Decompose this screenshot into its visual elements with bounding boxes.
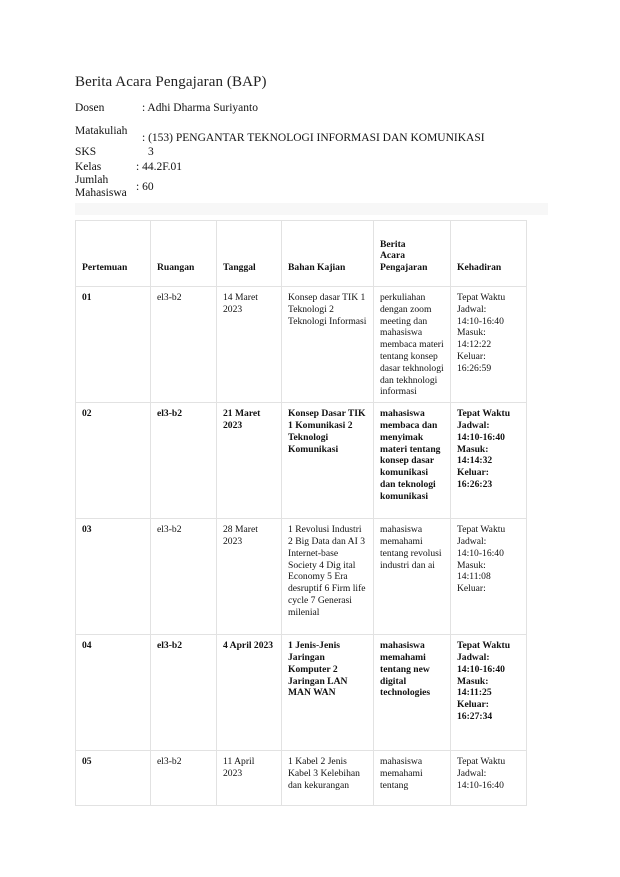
header-tanggal: Tanggal [217,221,282,287]
jumlah-label-line2: Mahasiswa [75,187,127,199]
cell-tanggal: 4 April 2023 [217,635,282,751]
kehadiran-line: Jadwal: [457,767,487,779]
kehadiran-line: Jadwal: [457,303,487,315]
dosen-label: Dosen [75,102,105,114]
header-berita-line1: Berita [380,238,406,250]
cell-kehadiran [451,287,527,403]
kehadiran-line: Tepat Waktu [457,408,511,420]
table-header-row [76,221,527,287]
header-pertemuan: Pertemuan [76,221,151,287]
bap-table [75,220,527,806]
dosen-value: : Adhi Dharma Suriyanto [142,102,258,114]
jumlah-label [75,174,127,200]
kehadiran-line: 16:27:34 [457,710,493,722]
sks-value: 3 [148,146,154,158]
kehadiran-line: Jadwal: [457,419,490,431]
cell-berita-acara: perkuliahan dengan zoom meeting dan mahasiswa membaca materi tentang konsep dasar tekhnologi dan tekhnologi informasi [374,287,451,403]
matakuliah-value: : (153) PENGANTAR TEKNOLOGI INFORMASI DAN KOMUNIKASI [142,132,485,144]
kehadiran-line: 14:10-16:40 [457,547,504,559]
kehadiran-line: Masuk: [457,327,486,339]
cell-pertemuan: 03 [76,519,151,635]
kehadiran-line: Jadwal: [457,535,487,547]
header-berita-line2: Acara [380,250,406,262]
kehadiran-line: Keluar: [457,699,489,711]
kehadiran-line: Tepat Waktu [457,756,506,768]
kehadiran-line: Keluar: [457,467,489,479]
table-row [76,287,527,403]
cell-bahan-kajian: Konsep dasar TIK 1 Teknologi 2 Teknologi Informasi [282,287,374,403]
kehadiran-line: 14:10-16:40 [457,315,504,327]
cell-ruangan: el3-b2 [151,403,217,519]
sks-label: SKS [75,146,97,158]
cell-pertemuan: 04 [76,635,151,751]
kehadiran-line: Keluar: [457,583,486,595]
kehadiran-line: Jadwal: [457,651,490,663]
cell-tanggal: 28 Maret 2023 [217,519,282,635]
cell-tanggal: 11 April 2023 [217,751,282,806]
kehadiran-line: 16:26:59 [457,362,492,374]
cell-bahan-kajian: Konsep Dasar TIK 1 Komunikasi 2 Teknologi Komunikasi [282,403,374,519]
header-berita-line3: Pengajaran [380,262,428,274]
header-kehadiran: Kehadiran [451,221,527,287]
cell-berita-acara: mahasiswa memahami tentang [374,751,451,806]
cell-ruangan: el3-b2 [151,751,217,806]
kehadiran-line: Masuk: [457,443,489,455]
header-bahan-kajian: Bahan Kajian [282,221,374,287]
kelas-value: : 44.2F.01 [136,161,183,173]
kelas-label: Kelas [75,161,102,173]
kehadiran-line: Keluar: [457,350,486,362]
cell-berita-acara: mahasiswa memahami tentang new digital technologies [374,635,451,751]
kehadiran-line: 14:10-16:40 [457,431,505,443]
header-ruangan: Ruangan [151,221,217,287]
cell-bahan-kajian: 1 Revolusi Industri 2 Big Data dan AI 3 Internet-base Society 4 Dig ital Economy 5 Era desruptif 6 Firm life cycle 7 Generasi milenial [282,519,374,635]
table-row [76,519,527,635]
cell-ruangan: el3-b2 [151,519,217,635]
kehadiran-line: Masuk: [457,675,489,687]
cell-pertemuan: 05 [76,751,151,806]
section-divider [75,203,548,215]
cell-tanggal: 21 Maret 2023 [217,403,282,519]
cell-berita-acara: mahasiswa membaca dan menyimak materi tentang konsep dasar komunikasi dan teknologi komunikasi [374,403,451,519]
kehadiran-line: 14:11:25 [457,687,492,699]
matakuliah-label: Matakuliah [75,125,128,137]
cell-pertemuan: 02 [76,403,151,519]
kehadiran-line: Tepat Waktu [457,292,506,303]
cell-bahan-kajian: 1 Kabel 2 Jenis Kabel 3 Kelebihan dan kekurangan [282,751,374,806]
cell-pertemuan: 01 [76,287,151,403]
kehadiran-line: Tepat Waktu [457,524,506,536]
jumlah-label-line1: Jumlah [75,174,109,186]
cell-tanggal: 14 Maret 2023 [217,287,282,403]
kehadiran-line: 14:12:22 [457,339,492,351]
cell-berita-acara: mahasiswa memahami tentang revolusi industri dan ai [374,519,451,635]
kehadiran-line: Tepat Waktu [457,640,511,652]
cell-kehadiran [451,751,527,806]
cell-ruangan: el3-b2 [151,287,217,403]
cell-bahan-kajian: 1 Jenis-Jenis Jaringan Komputer 2 Jaringan LAN MAN WAN [282,635,374,751]
cell-ruangan: el3-b2 [151,635,217,751]
kehadiran-line: 16:26:23 [457,478,493,490]
kehadiran-line: 14:10-16:40 [457,779,504,791]
header-berita-acara [374,221,451,287]
cell-kehadiran [451,403,527,519]
kehadiran-line: 14:10-16:40 [457,663,505,675]
kehadiran-line: 14:11:08 [457,571,491,583]
table-row [76,635,527,751]
cell-kehadiran [451,635,527,751]
kehadiran-line: 14:14:32 [457,455,493,467]
table-row [76,751,527,806]
page-title: Berita Acara Pengajaran (BAP) [75,74,267,90]
cell-kehadiran [451,519,527,635]
jumlah-value: : 60 [136,181,154,193]
table-row [76,403,527,519]
kehadiran-line: Masuk: [457,559,486,571]
